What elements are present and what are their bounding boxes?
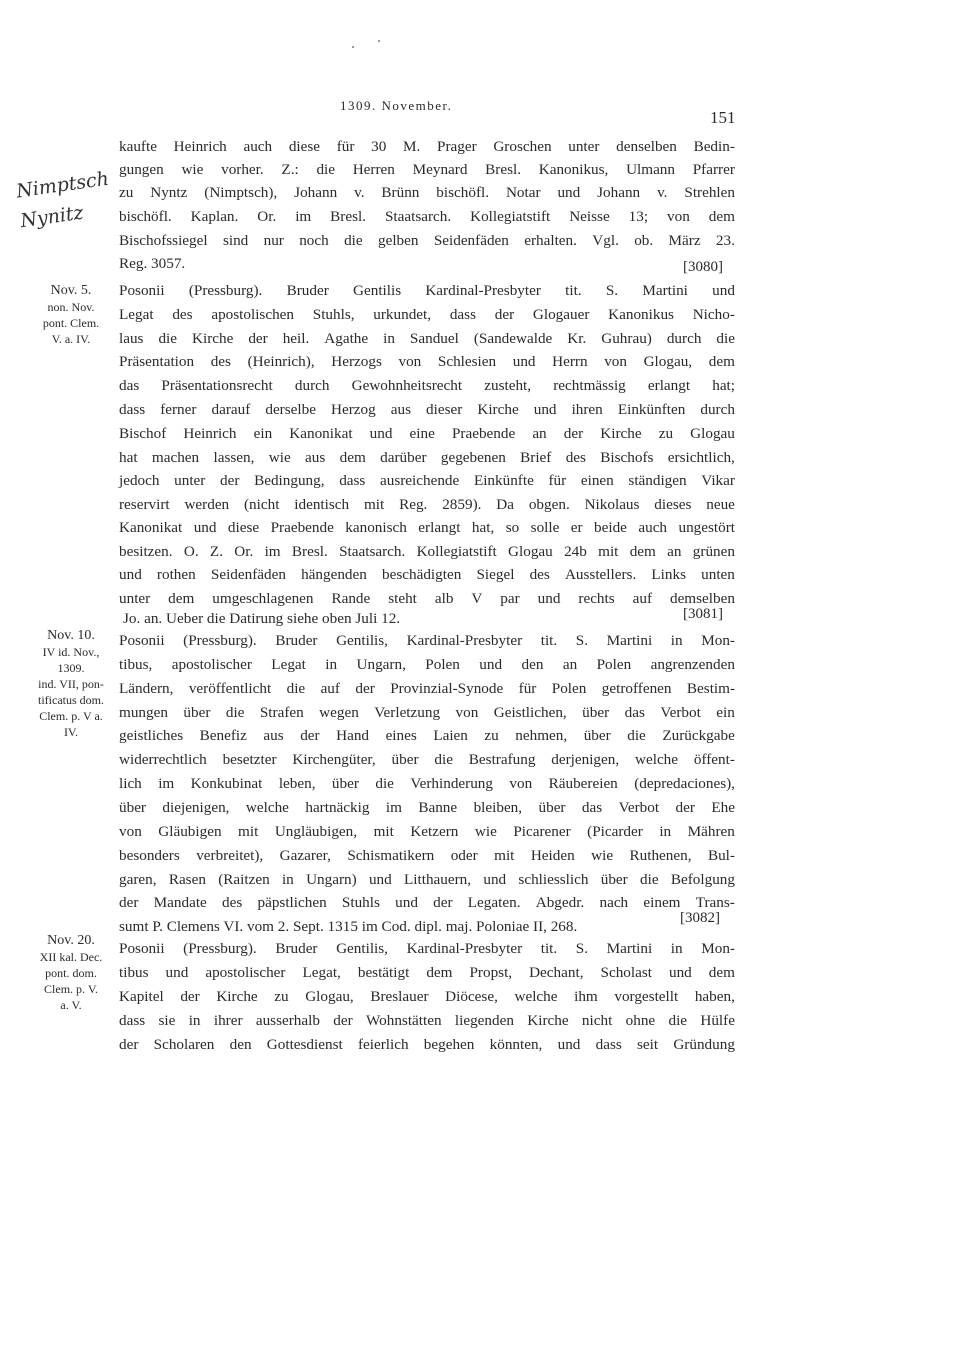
text-line: kaufte Heinrich auch diese für 30 M. Prager Groschen unter denselben Bedin- <box>119 138 735 155</box>
text-line: gungen wie vorher. Z.: die Herren Meynard Bresl. Kanonikus, Ulmann Pfarrer <box>119 161 735 178</box>
margin-date-detail: pont. dom. <box>45 966 97 980</box>
margin-date-detail: pont. Clem. <box>42 316 100 330</box>
text-line: der Scholaren den Gottesdienst feierlich begehen könnten, und dass seit Gründung <box>119 1036 735 1053</box>
text-line: Kanonikat und diese Praebende kanonisch erlangt hat, so solle er beide auch ungestört <box>119 519 735 536</box>
text-line: garen, Rasen (Raitzen in Ungarn) und Litthauern, und schliesslich über die Befolgung <box>119 871 735 888</box>
margin-date-detail: non. Nov. <box>47 300 95 314</box>
page-number: 151 <box>710 108 736 127</box>
text-line: Ländern, veröffentlicht die auf der Provinzial-Synode für Polen getroffenen Bestim- <box>119 680 735 697</box>
text-line: widerrechtlich besetzter Kirchengüter, über die Bestrafung derjenigen, welche öffent- <box>119 751 735 768</box>
regest-number-3080: [3080] <box>683 259 723 275</box>
margin-date-detail: 1309. <box>57 661 85 675</box>
text-line: bischöfl. Kaplan. Or. im Bresl. Staatsarch. Kollegiatstift Neisse 13; von dem <box>119 208 735 225</box>
text-line: Reg. 3057. <box>119 255 186 272</box>
margin-date: Nov. 5. <box>50 283 92 298</box>
text-line: das Präsentationsrecht durch Gewohnheitsrecht zusteht, rechtmässig erlangt hat; <box>119 377 735 394</box>
text-line: über diejenigen, welche hartnäckig im Banne bleiben, über das Verbot der Ehe <box>119 799 735 816</box>
text-line: von Gläubigen mit Ungläubigen, mit Ketzern wie Picarener (Picarder in Mähren <box>119 823 735 840</box>
text-line: der Mandate des päpstlichen Stuhls und der Legaten. Abgedr. nach einem Trans- <box>119 894 735 911</box>
text-line: unter dem umgeschlagenen Rande steht alb V par und rechts auf demselben <box>119 590 735 607</box>
text-line: lich im Konkubinat leben, über die Verhinderung von Räubereien (depredaciones), <box>119 775 735 792</box>
text-line: besonders verbreitet), Gazarer, Schismatikern oder mit Heiden wie Ruthenen, Bul- <box>119 847 735 864</box>
text-line: Präsentation des (Heinrich), Herzogs von Schlesien und Herrn von Glogau, dem <box>119 353 735 370</box>
text-line: Jo. an. Ueber die Datirung siehe oben Juli 12. <box>123 610 401 627</box>
margin-date-detail: XII kal. Dec. <box>39 950 103 964</box>
text-line: zu Nyntz (Nimptsch), Johann v. Brünn bischöfl. Notar und Johann v. Strehlen <box>119 184 735 201</box>
text-line: Posonii (Pressburg). Bruder Gentilis Kardinal-Presbyter tit. S. Martini und <box>119 282 735 299</box>
text-line: dass sie in ihrer ausserhalb der Wohnstätten liegenden Kirche nicht ohne die Hülfe <box>119 1012 735 1029</box>
margin-date: Nov. 20. <box>47 933 95 948</box>
margin-date-block <box>24 628 118 740</box>
running-title: 1309. November. <box>340 98 453 113</box>
margin-date-detail: IV. <box>63 725 79 739</box>
text-line: sumt P. Clemens VI. vom 2. Sept. 1315 im Cod. dipl. maj. Poloniae II, 268. <box>119 918 578 935</box>
text-line: Posonii (Pressburg). Bruder Gentilis, Kardinal-Presbyter tit. S. Martini in Mon- <box>119 632 735 649</box>
margin-date-detail: V. a. IV. <box>51 332 91 346</box>
text-line: jedoch unter der Bedingung, dass ausreichende Einkünfte für einen ständigen Vikar <box>119 472 735 489</box>
margin-date: Nov. 10. <box>47 628 95 643</box>
text-line: Kapitel der Kirche zu Glogau, Breslauer Diöcese, welche ihm vorgestellt haben, <box>119 988 735 1005</box>
margin-date-detail: Clem. p. V. <box>44 982 98 996</box>
text-line: reservirt werden (nicht identisch mit Reg. 2859). Da obgen. Nikolaus dieses neue <box>119 496 735 513</box>
margin-date-block <box>24 933 118 1013</box>
margin-date-detail: IV id. Nov., <box>42 645 100 659</box>
scan-speck <box>378 40 380 42</box>
margin-date-detail: ind. VII, pon- <box>38 677 104 691</box>
text-line: Bischof Heinrich ein Kanonikat und eine Praebende an der Kirche zu Glogau <box>119 425 735 442</box>
text-line: laus die Kirche der heil. Agathe in Sanduel (Sandewalde Kr. Guhrau) durch die <box>119 330 735 347</box>
regest-number-3081: [3081] <box>683 606 723 622</box>
text-line: Legat des apostolischen Stuhls, urkundet, dass der Glogauer Kanonikus Nicho- <box>119 306 735 323</box>
text-line: Bischofssiegel sind nur noch die gelben Seidenfäden erhalten. Vgl. ob. März 23. <box>119 232 735 249</box>
text-line: tibus, apostolischer Legat in Ungarn, Polen und den an Polen angrenzenden <box>119 656 735 673</box>
text-line: geistliches Benefiz aus der Hand eines Laien zu nehmen, über die Zurückgabe <box>119 727 735 744</box>
handwritten-marginal-note <box>14 164 115 236</box>
text-line: Posonii (Pressburg). Bruder Gentilis, Kardinal-Presbyter tit. S. Martini in Mon- <box>119 940 735 957</box>
text-line: besitzen. O. Z. Or. im Bresl. Staatsarch. Kollegiatstift Glogau 24b mit dem an grünen <box>119 543 735 560</box>
margin-date-detail: tificatus dom. <box>38 693 104 707</box>
text-line: und rothen Seidenfäden hängenden beschädigten Siegel des Ausstellers. Links unten <box>119 566 735 583</box>
text-line: hat machen lassen, wie aus dem darüber gegebenen Brief des Bischofs ersichtlich, <box>119 449 735 466</box>
margin-date-detail: Clem. p. V a. <box>39 709 103 723</box>
margin-date-block <box>24 283 118 347</box>
scan-speck <box>352 46 354 48</box>
handwritten-note-line: Nimptsch <box>14 167 111 203</box>
text-line: tibus und apostolischer Legat, bestätigt dem Propst, Dechant, Scholast und dem <box>119 964 735 981</box>
margin-date-detail: a. V. <box>60 998 82 1012</box>
regest-number-3082: [3082] <box>680 910 720 926</box>
handwritten-note-line: Nynitz <box>19 201 85 233</box>
text-line: mungen über die Strafen wegen Verletzung von Geistlichen, über das Verbot ein <box>119 704 735 721</box>
text-line: dass ferner darauf derselbe Herzog aus dieser Kirche und ihren Einkünften durch <box>119 401 735 418</box>
